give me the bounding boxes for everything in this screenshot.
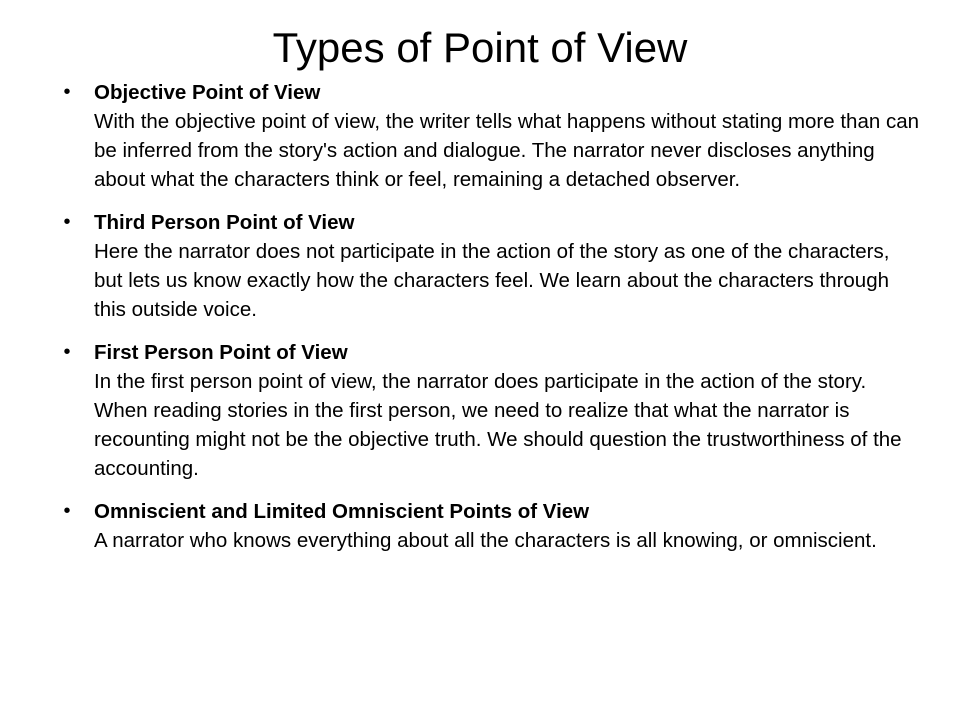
bullet-item-objective <box>60 78 920 194</box>
bullet-body: With the objective point of view, the writer tells what happens without stating more than can be inferred from the story's action and dialogue. The narrator never discloses anything about what the characters think or feel, remaining a detached observer. <box>94 110 919 191</box>
bullet-dot-icon: • <box>63 500 71 522</box>
bullet-dot-icon: • <box>63 211 71 233</box>
bullet-body: A narrator who knows everything about all the characters is all knowing, or omniscient. <box>94 529 877 552</box>
bullet-item-omniscient <box>60 497 920 555</box>
bullet-dot-icon: • <box>63 341 71 363</box>
bullet-dot-icon: • <box>63 81 71 103</box>
bullet-item-first-person <box>60 338 920 483</box>
bullet-heading: Third Person Point of View <box>94 211 355 234</box>
bullet-list <box>60 78 920 569</box>
bullet-heading: First Person Point of View <box>94 341 348 364</box>
bullet-heading: Omniscient and Limited Omniscient Points of View <box>94 500 590 523</box>
bullet-heading: Objective Point of View <box>94 81 321 104</box>
slide-title: Types of Point of View <box>272 24 688 71</box>
bullet-body: Here the narrator does not participate in the action of the story as one of the characters, but lets us know exactly how the characters feel. We learn about the characters through this outside voice. <box>94 240 890 321</box>
bullet-item-third-person <box>60 208 920 324</box>
bullet-body: In the first person point of view, the narrator does participate in the action of the story. When reading stories in the first person, we need to realize that what the narrator is recounting might not be the objective truth. We should question the trustworthiness of the accounting. <box>94 370 902 480</box>
